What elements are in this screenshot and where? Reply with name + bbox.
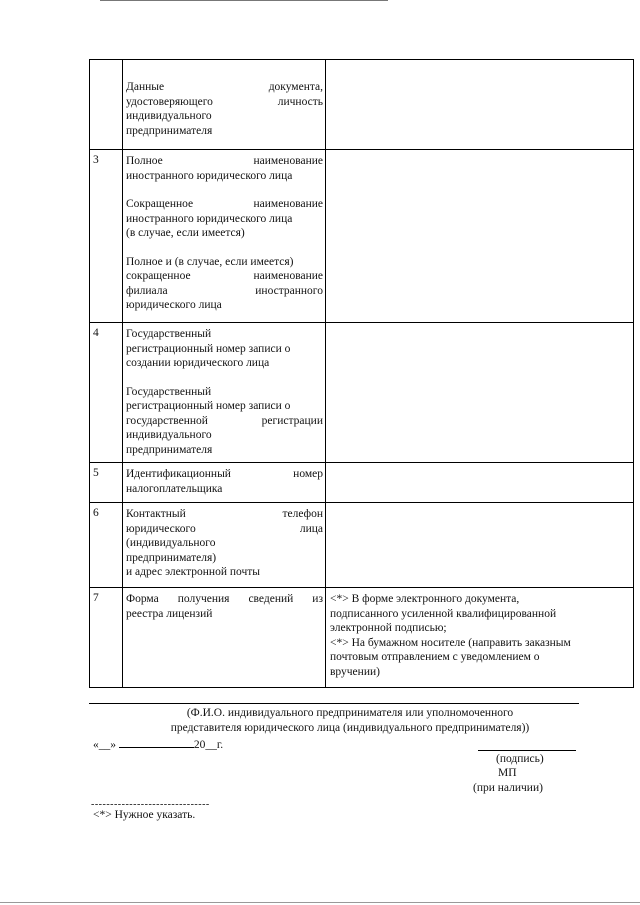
table-row: [90, 463, 634, 503]
delivery-options: <*> В форме электронного документа, подписанного усиленной квалифицированной электронной подписью; <*> На бумажном носителе (направить заказным почтовым отправлением с уведомлением о вручении): [326, 588, 634, 688]
label-block: Сокращенное наименование иностранного юридического лица (в случае, если имеется): [126, 198, 323, 239]
row-number: [90, 60, 123, 150]
signature-line[interactable]: [478, 750, 576, 751]
row-label: [123, 150, 326, 323]
row-value-cell[interactable]: [326, 323, 634, 463]
label-block: Государственный регистрационный номер записи о государственной регистрации индивидуального предпринимателя: [126, 385, 323, 456]
option-paper[interactable]: <*> На бумажном носителе (направить заказным: [330, 636, 571, 649]
row-number: 7: [90, 588, 123, 688]
row-label: Контактный телефон юридического лица (индивидуального предпринимателя) и адрес электронной почты: [123, 503, 326, 588]
footnote-separator: -------------------------------: [91, 799, 210, 810]
label-block: Полное наименование иностранного юридического лица: [126, 155, 323, 182]
top-rule: [100, 0, 388, 1]
row-number: 5: [90, 463, 123, 503]
row-label: Идентификационный номер налогоплательщика: [123, 463, 326, 503]
row-value-cell[interactable]: [326, 463, 634, 503]
row-label: Форма получения сведений из реестра лицензий: [123, 588, 326, 688]
stamp-note: (при наличии): [473, 782, 543, 794]
license-register-table: [89, 59, 634, 688]
row-number: 3: [90, 150, 123, 323]
row-number: 6: [90, 503, 123, 588]
row-label: [123, 60, 326, 150]
row-value-cell[interactable]: [326, 60, 634, 150]
label-line: предпринимателя: [126, 124, 213, 137]
bottom-rule: [0, 902, 640, 903]
footnote-text: <*> Нужное указать.: [93, 809, 196, 821]
label-line: индивидуального: [126, 110, 212, 122]
label-line: удостоверяющего личность: [126, 95, 323, 108]
table-row: [90, 60, 634, 150]
option-electronic[interactable]: <*> В форме электронного документа,: [330, 593, 520, 605]
label-line: Данные документа,: [126, 81, 323, 93]
fio-caption: (Ф.И.О. индивидуального предпринимателя или уполномоченного представителя юридического лица (индивидуального предпринимателя)): [170, 707, 530, 734]
stamp-caption: МП: [498, 767, 517, 779]
label-block: Государственный регистрационный номер записи о создании юридического лица: [126, 328, 291, 369]
fio-signature-line[interactable]: [89, 703, 579, 704]
date-line[interactable]: «__» 20__г.: [93, 739, 224, 751]
label-block: Полное и (в случае, если имеется) сокращенное наименование филиала иностранного юридического лица: [126, 255, 323, 311]
row-value-cell[interactable]: [326, 150, 634, 323]
row-label: [123, 323, 326, 463]
signature-caption: (подпись): [496, 753, 544, 765]
table-row: [90, 150, 634, 323]
date-month-blank[interactable]: [119, 737, 194, 748]
table-row: [90, 588, 634, 688]
table-row: [90, 323, 634, 463]
row-value-cell[interactable]: [326, 503, 634, 588]
table-row: [90, 503, 634, 588]
row-number: 4: [90, 323, 123, 463]
